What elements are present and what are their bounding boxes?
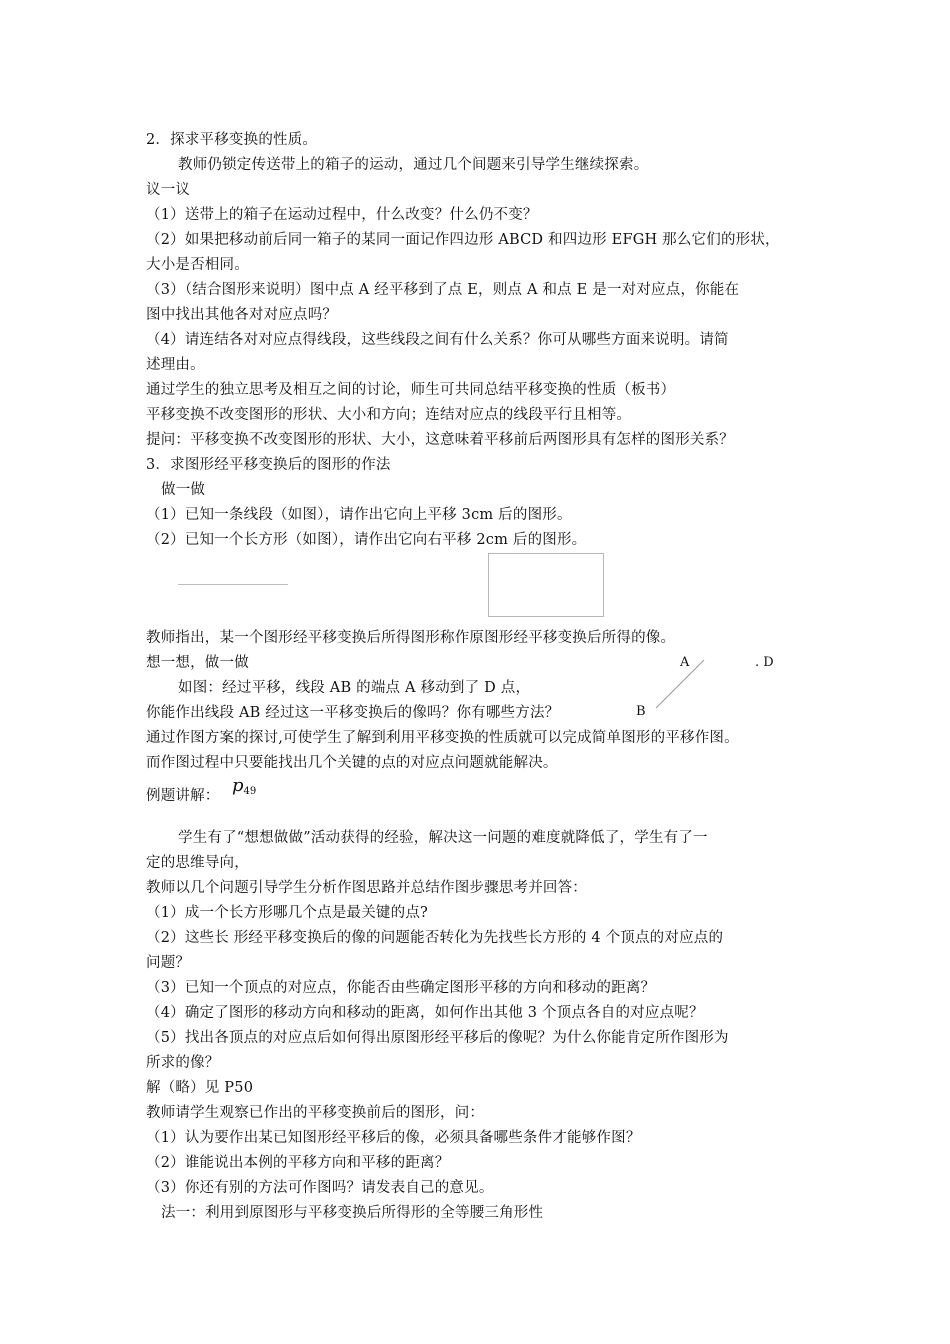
question-3: （3）（结合图形来说明）图中点 A 经平移到了点 E，则点 A 和点 E 是一对对应点，你能在 bbox=[146, 282, 740, 298]
section-heading-3: 3．求图形经平移变换后的图形的作法 bbox=[146, 457, 391, 473]
question-2: （2）如果把移动前后同一箱子的某同一面记作四边形 ABCD 和四边形 EFGH 那么它们的形状， bbox=[146, 232, 780, 248]
subheading-example: 例题讲解： bbox=[146, 788, 220, 804]
page-reference bbox=[232, 775, 256, 797]
guide-question-2: （2）这些长 形经平移变换后的像的问题能否转化为先找些长方形的 4 个顶点的对应点的 bbox=[146, 930, 724, 946]
paragraph: 通过学生的独立思考及相互之间的讨论，师生可共同总结平移变换的性质（板书） bbox=[146, 382, 676, 398]
subheading-discuss: 议一议 bbox=[146, 182, 191, 198]
paragraph: 而作图过程中只要能找出几个关键的点的对应点问题就能解决。 bbox=[146, 755, 558, 771]
question-4-cont: 述理由。 bbox=[146, 357, 205, 373]
guide-question-4: （4）确定了图形的移动方向和移动的距离，如何作出其他 3 个顶点各自的对应点呢？ bbox=[146, 1005, 704, 1021]
paragraph: 通过作图方案的探讨,可使学生了解到利用平移变换的性质就可以完成简单图形的平移作图。 bbox=[146, 730, 739, 746]
guide-question-3: （3）已知一个顶点的对应点，你能否由些确定图形平移的方向和移动的距离？ bbox=[146, 980, 656, 996]
exercise-2: （2）已知一个长方形（如图），请作出它向右平移 2cm 后的图形。 bbox=[146, 532, 587, 548]
guide-question-2-cont: 问题？ bbox=[146, 955, 191, 971]
paragraph: 教师指出，某一个图形经平移变换后所得图形称作原图形经平移变换后所得的像。 bbox=[146, 630, 676, 646]
question-1: （1）送带上的箱子在运动过程中，什么改变？什么仍不变？ bbox=[146, 207, 538, 223]
paragraph-cont: 定的思维导向， bbox=[146, 855, 249, 871]
property-statement: 平移变换不改变图形的形状、大小和方向；连结对应点的线段平行且相等。 bbox=[146, 407, 632, 423]
point-a-label: A bbox=[680, 655, 690, 670]
method-one: 法一：利用到原图形与平移变换后所得形的全等腰三角形性 bbox=[161, 1205, 544, 1221]
question-4: （4）请连结各对对应点得线段，这些线段之间有什么关系？你可从哪些方面来说明。请简 bbox=[146, 332, 729, 348]
segment-ab-line bbox=[656, 660, 704, 708]
paragraph: 如图：经过平移，线段 AB 的端点 A 移动到了 D 点， bbox=[178, 680, 531, 696]
review-question-3: （3）你还有别的方法可作图吗？请发表自己的意见。 bbox=[146, 1180, 494, 1196]
point-d-label: . D bbox=[755, 655, 774, 670]
subheading-do: 做一做 bbox=[161, 482, 206, 498]
subheading-think: 想一想，做一做 bbox=[146, 655, 249, 671]
question-2-cont: 大小是否相同。 bbox=[146, 257, 249, 273]
segment-ab-figure bbox=[650, 658, 710, 710]
question-prompt: 提问：平移变换不改变图形的形状、大小，这意味着平移前后两图形具有怎样的图形关系？ bbox=[146, 432, 734, 448]
paragraph: 教师仍锁定传送带上的箱子的运动，通过几个间题来引导学生继续探索。 bbox=[178, 157, 649, 173]
exercise-1: （1）已知一条线段（如图），请作出它向上平移 3cm 后的图形。 bbox=[146, 507, 572, 523]
page-reference-letter: p bbox=[232, 775, 244, 796]
paragraph: 教师请学生观察已作出的平移变换前后的图形，问： bbox=[146, 1105, 485, 1121]
solution-note: 解（略）见 P50 bbox=[146, 1080, 254, 1096]
paragraph: 学生有了“想想做做”活动获得的经验，解决这一问题的难度就降低了，学生有了一 bbox=[178, 830, 708, 846]
review-question-2: （2）谁能说出本例的平移方向和平移的距离？ bbox=[146, 1155, 450, 1171]
given-segment-figure bbox=[178, 584, 288, 585]
guide-question-5-cont: 所求的像？ bbox=[146, 1055, 220, 1071]
paragraph: 你能作出线段 AB 经过这一平移变换后的像吗？你有哪些方法？ bbox=[146, 705, 560, 721]
section-heading-2: 2．探求平移变换的性质。 bbox=[146, 132, 318, 148]
point-b-label: B bbox=[636, 704, 646, 719]
question-3-cont: 图中找出其他各对对应点吗？ bbox=[146, 307, 338, 323]
paragraph: 教师以几个问题引导学生分析作图思路并总结作图步骤思考并回答： bbox=[146, 880, 587, 896]
given-rectangle-figure bbox=[488, 553, 604, 617]
page-reference-number: 49 bbox=[243, 786, 257, 797]
review-question-1: （1）认为要作出某已知图形经平移后的像，必须具备哪些条件才能够作图？ bbox=[146, 1130, 641, 1146]
guide-question-1: （1）成一个长方形哪几个点是最关键的点? bbox=[146, 905, 428, 921]
guide-question-5: （5）找出各顶点的对应点后如何得出原图形经平移后的像呢？为什么你能肯定所作图形为 bbox=[146, 1030, 729, 1046]
